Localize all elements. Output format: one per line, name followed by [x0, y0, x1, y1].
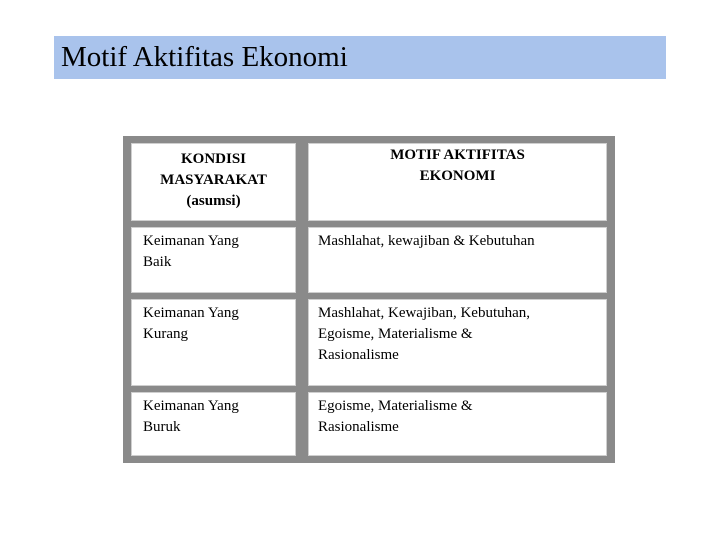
header-kondisi-line3: (asumsi)	[186, 193, 241, 209]
header-kondisi-line1: KONDISI	[180, 151, 247, 167]
table-row-2-motif	[305, 296, 610, 389]
row-3-kondisi-line1: Keimanan Yang	[143, 398, 239, 414]
row-3-kondisi-line2: Buruk	[143, 419, 181, 435]
row-2-motif-line1: Mashlahat, Kewajiban, Kebutuhan,	[318, 305, 531, 321]
title-bar	[54, 36, 666, 79]
table-row-1-kondisi	[128, 224, 299, 296]
motif-table	[123, 136, 615, 463]
header-motif-line1: MOTIF AKTIFITAS	[390, 147, 525, 163]
row-1-kondisi-line1: Keimanan Yang	[143, 233, 239, 249]
row-1-motif-line1: Mashlahat, kewajiban & Kebutuhan	[318, 233, 535, 249]
slide-title: Motif Aktifitas Ekonomi	[61, 41, 348, 73]
row-2-motif-line2: Egoisme, Materialisme &	[318, 326, 473, 342]
row-2-motif-line3: Rasionalisme	[318, 347, 399, 363]
table-row-3-motif	[305, 389, 610, 459]
header-kondisi	[128, 140, 299, 224]
header-motif-line2: EKONOMI	[419, 168, 496, 184]
row-3-motif-line2: Rasionalisme	[318, 419, 399, 435]
row-1-kondisi-line2: Baik	[143, 254, 172, 270]
row-2-kondisi-line1: Keimanan Yang	[143, 305, 239, 321]
header-motif	[305, 140, 610, 224]
row-2-kondisi-line2: Kurang	[143, 326, 188, 342]
table-row-1-motif	[305, 224, 610, 296]
table-row-2-kondisi	[128, 296, 299, 389]
header-kondisi-line2: MASYARAKAT	[160, 172, 267, 188]
table-row-3-kondisi	[128, 389, 299, 459]
row-3-motif-line1: Egoisme, Materialisme &	[318, 398, 473, 414]
